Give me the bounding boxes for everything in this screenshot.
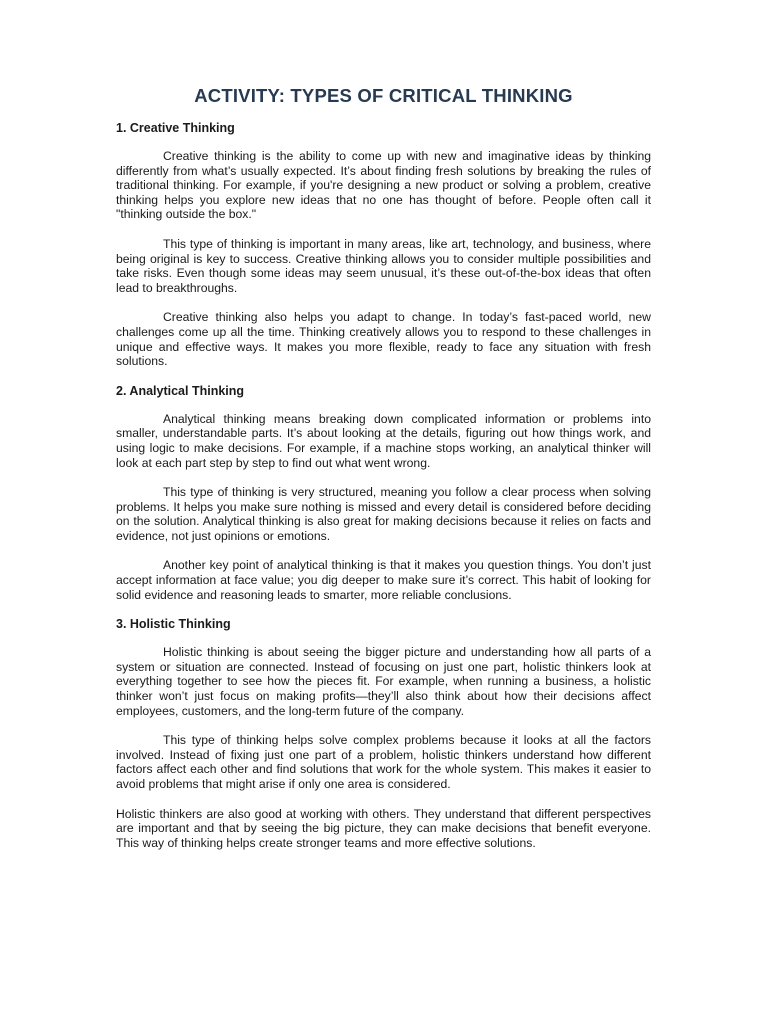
document-title: ACTIVITY: TYPES OF CRITICAL THINKING [194, 85, 573, 106]
section-creative-thinking [116, 121, 651, 369]
document-page [116, 85, 651, 865]
section-heading: 3. Holistic Thinking [116, 617, 231, 632]
paragraph: Creative thinking also helps you adapt to change. In today’s fast-paced world, new challenges come up all the time. Thinking creatively allows you to respond to these challenges in unique and effective ways. It makes you more flexible, ready to face any situation with fresh solutions. [116, 310, 651, 369]
paragraph: Another key point of analytical thinking is that it makes you question things. You don’t just accept information at face value; you dig deeper to make sure it’s correct. This habit of looking for solid evidence and reasoning leads to smarter, more reliable conclusions. [116, 558, 651, 602]
section-holistic-thinking [116, 617, 651, 850]
paragraph: Analytical thinking means breaking down complicated information or problems into smaller, understandable parts. It’s about looking at the details, figuring out how things work, and using logic to make decisions. For example, if a machine stops working, an analytical thinker will look at each part step by step to find out what went wrong. [116, 411, 651, 470]
paragraph: Holistic thinkers are also good at working with others. They understand that different perspectives are important and that by seeing the big picture, they can make decisions that benefit everyone. This way of thinking helps create stronger teams and more effective solutions. [116, 806, 651, 850]
paragraph: This type of thinking is very structured, meaning you follow a clear process when solving problems. It helps you make sure nothing is missed and every detail is considered before deciding on the solution. Analytical thinking is also great for making decisions because it relies on facts and evidence, not just opinions or emotions. [116, 485, 651, 543]
section-heading: 1. Creative Thinking [116, 121, 235, 135]
section-heading: 2. Analytical Thinking [116, 383, 245, 398]
paragraph: Holistic thinking is about seeing the bigger picture and understanding how all parts of a system or situation are connected. Instead of focusing on just one part, holistic thinkers look at everything together to see how the pieces fit. For example, when running a business, a holistic thinker won’t just focus on making profits—they’ll also think about how their decisions affect employees, customers, and the long-term future of the company. [116, 645, 651, 718]
paragraph: This type of thinking is important in many areas, like art, technology, and business, where being original is key to success. Creative thinking allows you to consider multiple possibilities and take risks. Even though some ideas may seem unusual, it’s these out-of-the-box ideas that often lead to breakthroughs. [116, 236, 651, 295]
section-analytical-thinking [116, 384, 651, 603]
paragraph: This type of thinking helps solve complex problems because it looks at all the factors involved. Instead of fixing just one part of a problem, holistic thinkers understand how different factors affect each other and find solutions that work for the whole system. This makes it easier to avoid problems that might arise if only one area is considered. [116, 733, 651, 791]
paragraph: Creative thinking is the ability to come up with new and imaginative ideas by thinking differently from what’s usually expected. It’s about finding fresh solutions by breaking the rules of traditional thinking. For example, if you're designing a new product or solving a problem, creative thinking helps you explore new ideas that no one has thought of before. People often call it "thinking outside the box." [116, 149, 651, 222]
